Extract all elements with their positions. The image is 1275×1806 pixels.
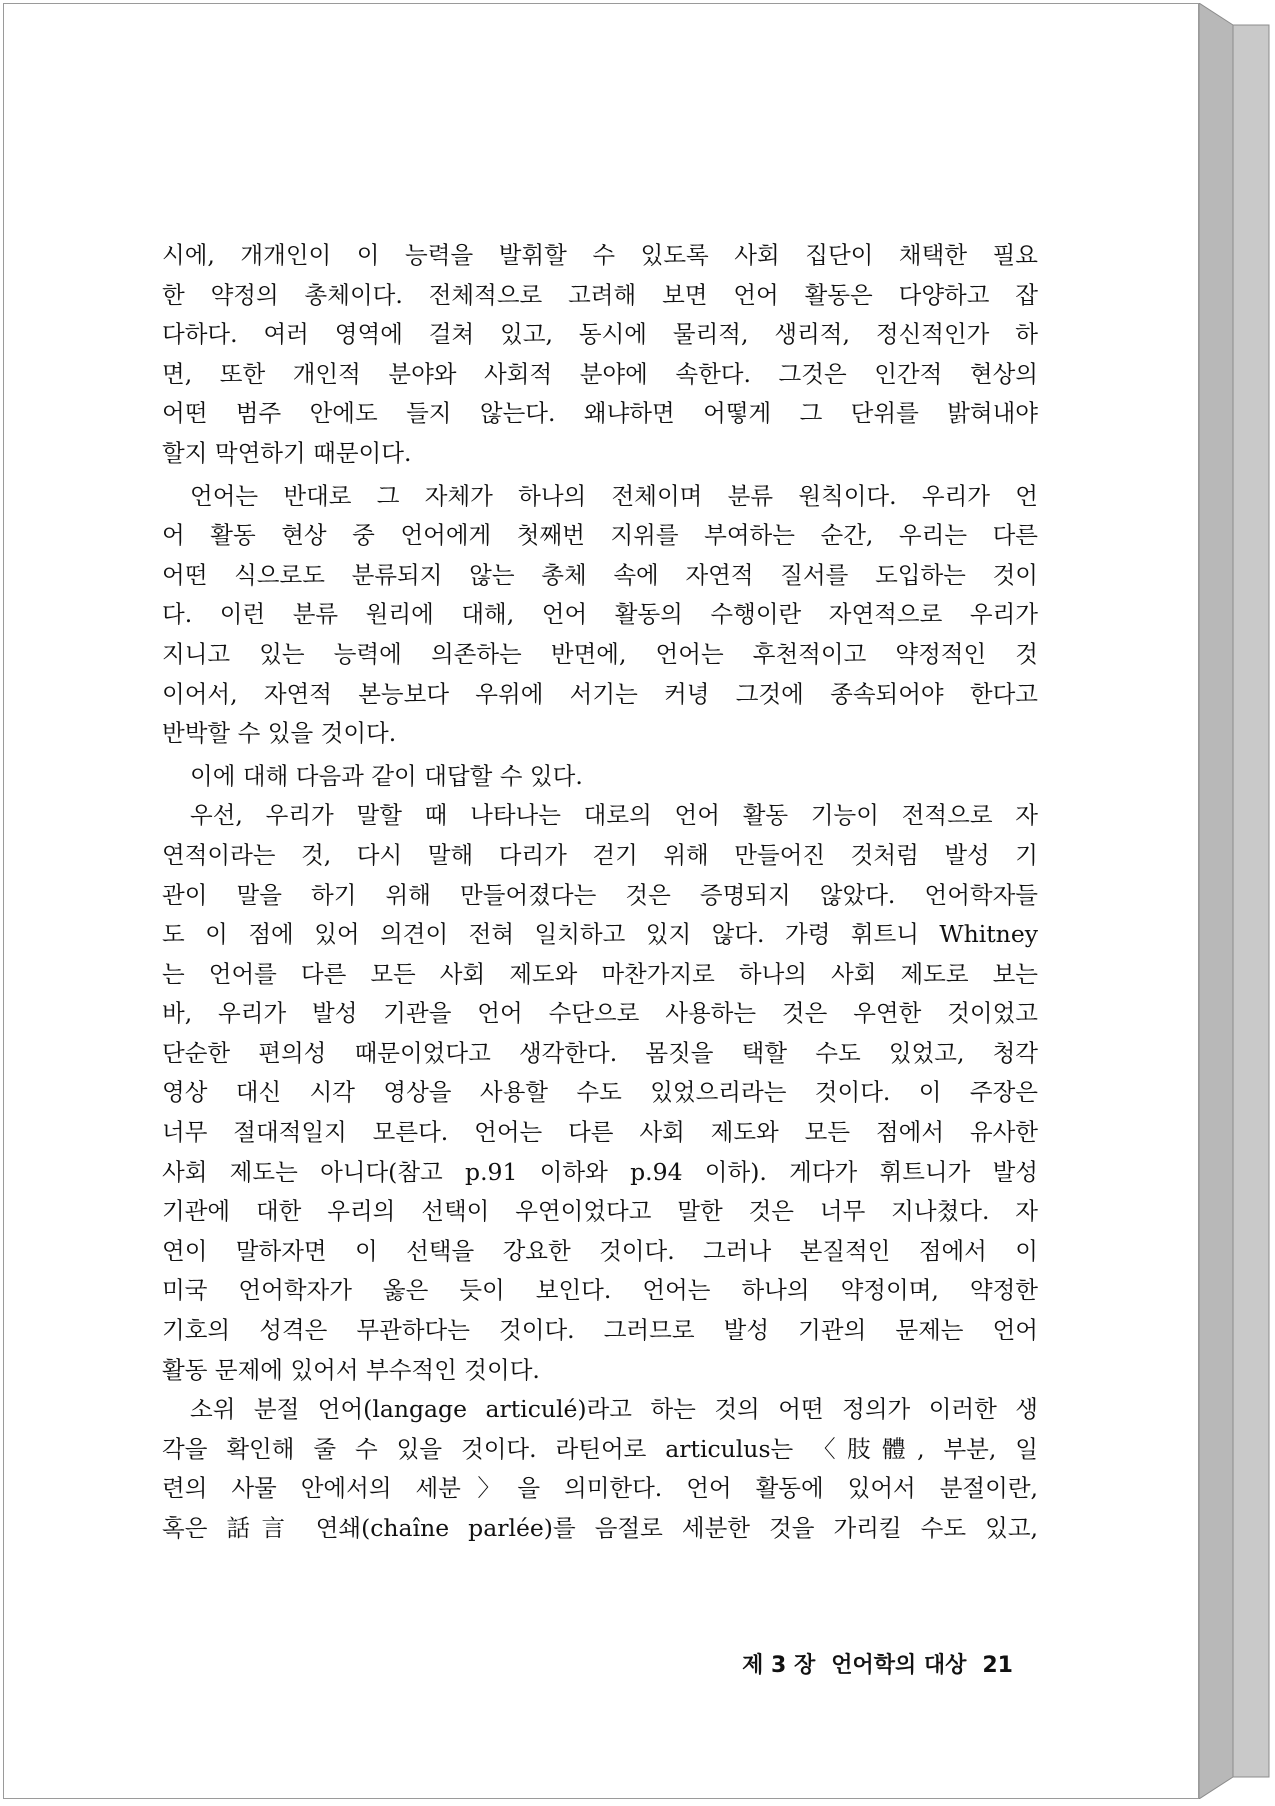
- text-line: 이에 대해 다음과 같이 대답할 수 있다.: [190, 761, 583, 790]
- text-line: 연적이라는 것, 다시 말해 다리가 걷기 위해 만들어진 것처럼 발성 기: [162, 840, 1038, 869]
- text-line: 혹은 話言 연쇄(chaîne parlée)를 음절로 세분한 것을 가리킬 수도 있고,: [162, 1514, 1038, 1542]
- text-line: 다. 이런 분류 원리에 대해, 언어 활동의 수행이란 자연적으로 우리가: [162, 600, 1038, 629]
- text-line: 각을 확인해 줄 수 있을 것이다. 라틴어로 articulus는 〈肢體, 부분, 일: [162, 1434, 1038, 1463]
- text-line: 소위 분절 언어(langage articulé)라고 하는 것의 어떤 정의가 이러한 생: [190, 1395, 1038, 1424]
- text-line: 활동 문제에 있어서 부수적인 것이다.: [162, 1355, 540, 1384]
- running-footer: [742, 1648, 1013, 1679]
- page-edge-stack: [1199, 3, 1271, 1799]
- text-line: 영상 대신 시각 영상을 사용할 수도 있었으리라는 것이다. 이 주장은: [162, 1078, 1038, 1107]
- text-line: 어떤 범주 안에도 들지 않는다. 왜냐하면 어떻게 그 단위를 밝혀내야: [162, 399, 1038, 428]
- text-line: 사회 제도는 아니다(참고 p.91 이하와 p.94 이하). 게다가 휘트니가 발성: [162, 1157, 1038, 1186]
- text-line: 단순한 편의성 때문이었다고 생각한다. 몸짓을 택할 수도 있었고, 청각: [162, 1038, 1038, 1067]
- text-line: 어떤 식으로도 분류되지 않는 총체 속에 자연적 질서를 도입하는 것이: [162, 560, 1038, 589]
- text-line: 기호의 성격은 무관하다는 것이다. 그러므로 발성 기관의 문제는 언어: [162, 1316, 1038, 1345]
- text-line: 미국 언어학자가 옳은 듯이 보인다. 언어는 하나의 약정이며, 약정한: [162, 1276, 1038, 1305]
- text-line: 관이 말을 하기 위해 만들어졌다는 것은 증명되지 않았다. 언어학자들: [162, 880, 1038, 909]
- text-line: 한 약정의 총체이다. 전체적으로 고려해 보면 언어 활동은 다양하고 잡: [162, 280, 1038, 309]
- text-line: 지니고 있는 능력에 의존하는 반면에, 언어는 후천적이고 약정적인 것: [162, 639, 1038, 668]
- footer-chapter: 제 3 장: [742, 1653, 816, 1678]
- text-line: 면, 또한 개인적 분야와 사회적 분야에 속한다. 그것은 인간적 현상의: [162, 359, 1038, 388]
- text-line: 너무 절대적일지 모른다. 언어는 다른 사회 제도와 모든 점에서 유사한: [162, 1118, 1038, 1147]
- text-line: 우선, 우리가 말할 때 나타나는 대로의 언어 활동 기능이 전적으로 자: [190, 801, 1038, 830]
- text-line: 련의 사물 안에서의 세분〉을 의미한다. 언어 활동에 있어서 분절이란,: [162, 1474, 1038, 1503]
- text-line: 다하다. 여러 영역에 걸쳐 있고, 동시에 물리적, 생리적, 정신적인가 하: [162, 320, 1038, 349]
- text-line: 도 이 점에 있어 의견이 전혀 일치하고 있지 않다. 가령 휘트니 Whitney: [162, 920, 1038, 949]
- paragraph: [162, 1390, 1038, 1548]
- page-edge-shading: [1199, 3, 1271, 1799]
- footer-title: 언어학의 대상: [831, 1653, 967, 1678]
- text-line: 반박할 수 있을 것이다.: [162, 719, 397, 748]
- text-line: 언어는 반대로 그 자체가 하나의 전체이며 분류 원칙이다. 우리가 언: [190, 481, 1038, 510]
- text-line: 이어서, 자연적 본능보다 우위에 서기는 커녕 그것에 종속되어야 한다고: [162, 679, 1038, 708]
- text-line: 시에, 개개인이 이 능력을 발휘할 수 있도록 사회 집단이 채택한 필요: [162, 241, 1038, 269]
- text-line: 할지 막연하기 때문이다.: [162, 438, 412, 467]
- paragraph: [162, 477, 1038, 754]
- paragraph: [162, 796, 1038, 1390]
- paragraph: [162, 757, 1038, 797]
- text-line: 기관에 대한 우리의 선택이 우연이었다고 말한 것은 너무 지나쳤다. 자: [162, 1197, 1038, 1226]
- paragraph: [162, 236, 1038, 474]
- page-number: 21: [982, 1653, 1013, 1678]
- body-text: [162, 236, 1038, 1549]
- text-line: 는 언어를 다른 모든 사회 제도와 마찬가지로 하나의 사회 제도로 보는: [162, 959, 1038, 988]
- text-line: 어 활동 현상 중 언어에게 첫째번 지위를 부여하는 순간, 우리는 다른: [162, 521, 1038, 550]
- text-line: 바, 우리가 발성 기관을 언어 수단으로 사용하는 것은 우연한 것이었고: [162, 999, 1038, 1028]
- text-line: 연이 말하자면 이 선택을 강요한 것이다. 그러나 본질적인 점에서 이: [162, 1236, 1038, 1265]
